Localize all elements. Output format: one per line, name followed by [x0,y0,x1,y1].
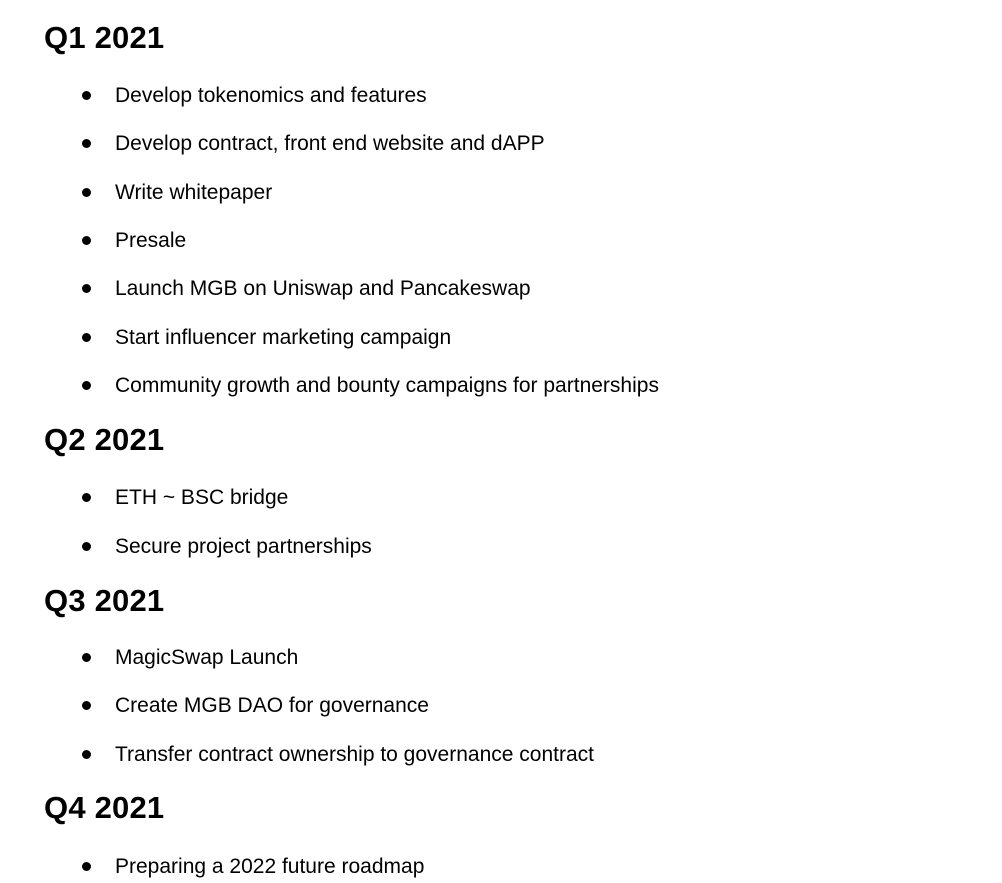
list-item [0,853,900,881]
bullet-icon [82,236,91,245]
bullet-icon [82,862,91,871]
list-item [0,227,900,255]
section-heading-q4: Q4 2021 [44,790,165,825]
list-item [0,372,900,400]
list-item-text: Launch MGB on Uniswap and Pancakeswap [115,277,531,300]
list-item-text: Preparing a 2022 future roadmap [115,855,425,878]
list-item [0,533,900,561]
bullet-icon [82,284,91,293]
bullet-icon [82,750,91,759]
list-item-text: Transfer contract ownership to governance contract [115,743,594,766]
bullet-icon [82,493,91,502]
bullet-icon [82,653,91,662]
list-item-text: Create MGB DAO for governance [115,694,429,717]
list-item-text: Presale [115,229,187,252]
section-heading-q2: Q2 2021 [44,422,165,457]
list-item-text: Community growth and bounty campaigns for partnerships [115,374,659,397]
list-item [0,644,900,672]
bullet-icon [82,701,91,710]
bullet-icon [82,139,91,148]
list-item [0,82,900,110]
list-item [0,484,900,512]
list-item [0,275,900,303]
list-item-text: Develop contract, front end website and dAPP [115,132,545,155]
list-item-text: Write whitepaper [115,181,273,204]
list-item-text: Develop tokenomics and features [115,84,427,107]
bullet-icon [82,381,91,390]
list-item [0,130,900,158]
list-item [0,324,900,352]
list-item [0,741,900,769]
list-item [0,692,900,720]
section-heading-q3: Q3 2021 [44,583,165,618]
list-item-text: MagicSwap Launch [115,646,299,669]
list-item-text: Start influencer marketing campaign [115,326,452,349]
bullet-icon [82,333,91,342]
list-item-text: Secure project partnerships [115,535,372,558]
bullet-icon [82,91,91,100]
list-item-text: ETH ~ BSC bridge [115,486,289,509]
list-item [0,179,900,207]
bullet-icon [82,542,91,551]
bullet-icon [82,188,91,197]
section-heading-q1: Q1 2021 [44,20,165,55]
